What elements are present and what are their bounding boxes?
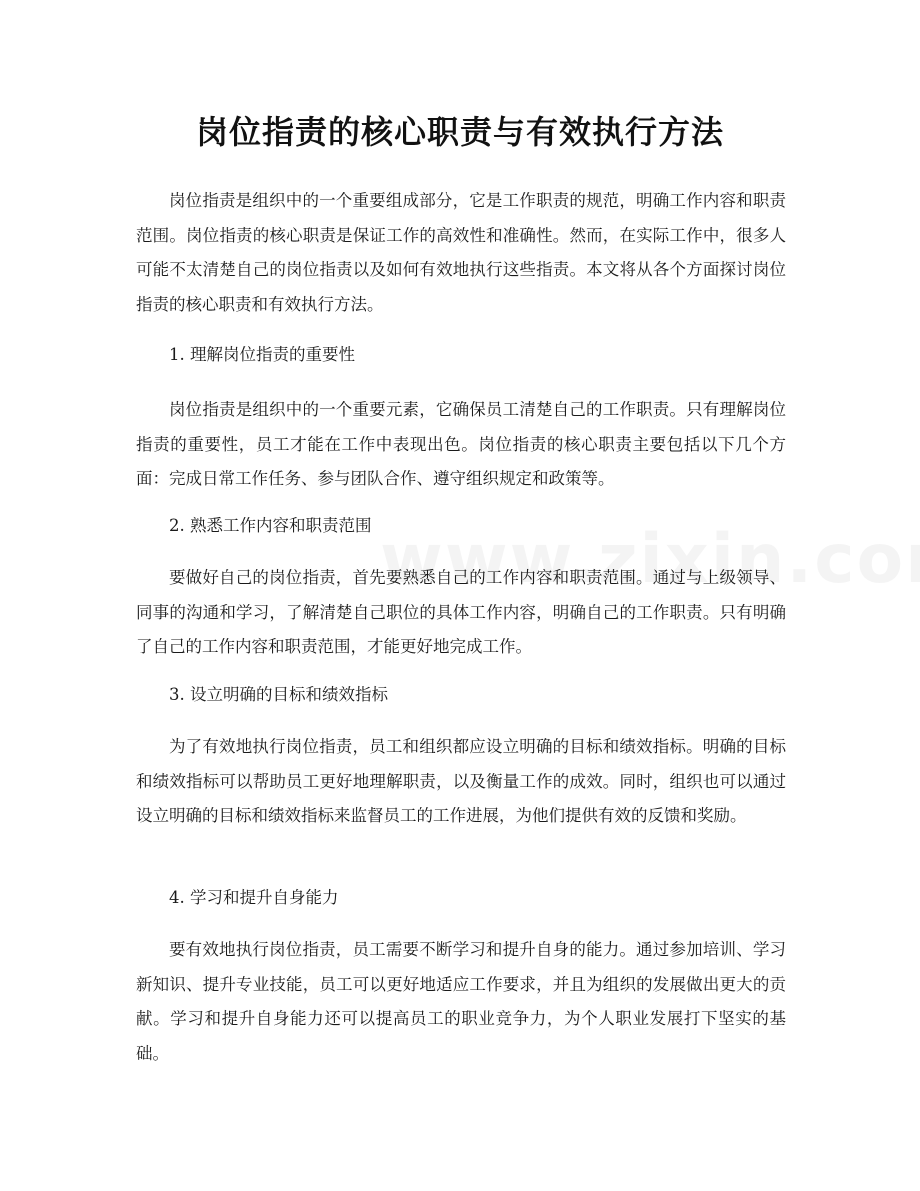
section-body-3: 为了有效地执行岗位指责，员工和组织都应设立明确的目标和绩效指标。明确的目标和绩效指标可以帮助员工更好地理解职责，以及衡量工作的成效。同时，组织也可以通过设立明确的目标和绩效指标来监督员工的工作进展，为他们提供有效的反馈和奖励。 bbox=[136, 737, 786, 825]
section-heading-2: 2. 熟悉工作内容和职责范围 bbox=[169, 516, 372, 535]
intro-paragraph: 岗位指责是组织中的一个重要组成部分，它是工作职责的规范，明确工作内容和职责范围。岗位指责的核心职责是保证工作的高效性和准确性。然而，在实际工作中，很多人可能不太清楚自己的岗位指责以及如何有效地执行这些指责。本文将从各个方面探讨岗位指责的核心职责和有效执行方法。 bbox=[136, 191, 786, 314]
section-body-2: 要做好自己的岗位指责，首先要熟悉自己的工作内容和职责范围。通过与上级领导、同事的沟通和学习，了解清楚自己职位的具体工作内容，明确自己的工作职责。只有明确了自己的工作内容和职责范围，才能更好地完成工作。 bbox=[136, 568, 786, 656]
section-heading-1: 1. 理解岗位指责的重要性 bbox=[169, 345, 355, 364]
section-heading-4: 4. 学习和提升自身能力 bbox=[169, 888, 339, 907]
section-body-4: 要有效地执行岗位指责，员工需要不断学习和提升自身的能力。通过参加培训、学习新知识、提升专业技能，员工可以更好地适应工作要求，并且为组织的发展做出更大的贡献。学习和提升自身能力还可以提高员工的职业竞争力，为个人职业发展打下坚实的基础。 bbox=[136, 940, 786, 1063]
section-heading-3: 3. 设立明确的目标和绩效指标 bbox=[169, 685, 388, 704]
section-body-1: 岗位指责是组织中的一个重要元素，它确保员工清楚自己的工作职责。只有理解岗位指责的重要性，员工才能在工作中表现出色。岗位指责的核心职责主要包括以下几个方面：完成日常工作任务、参与团队合作、遵守组织规定和政策等。 bbox=[136, 400, 786, 488]
document-title: 岗位指责的核心职责与有效执行方法 bbox=[195, 113, 724, 151]
